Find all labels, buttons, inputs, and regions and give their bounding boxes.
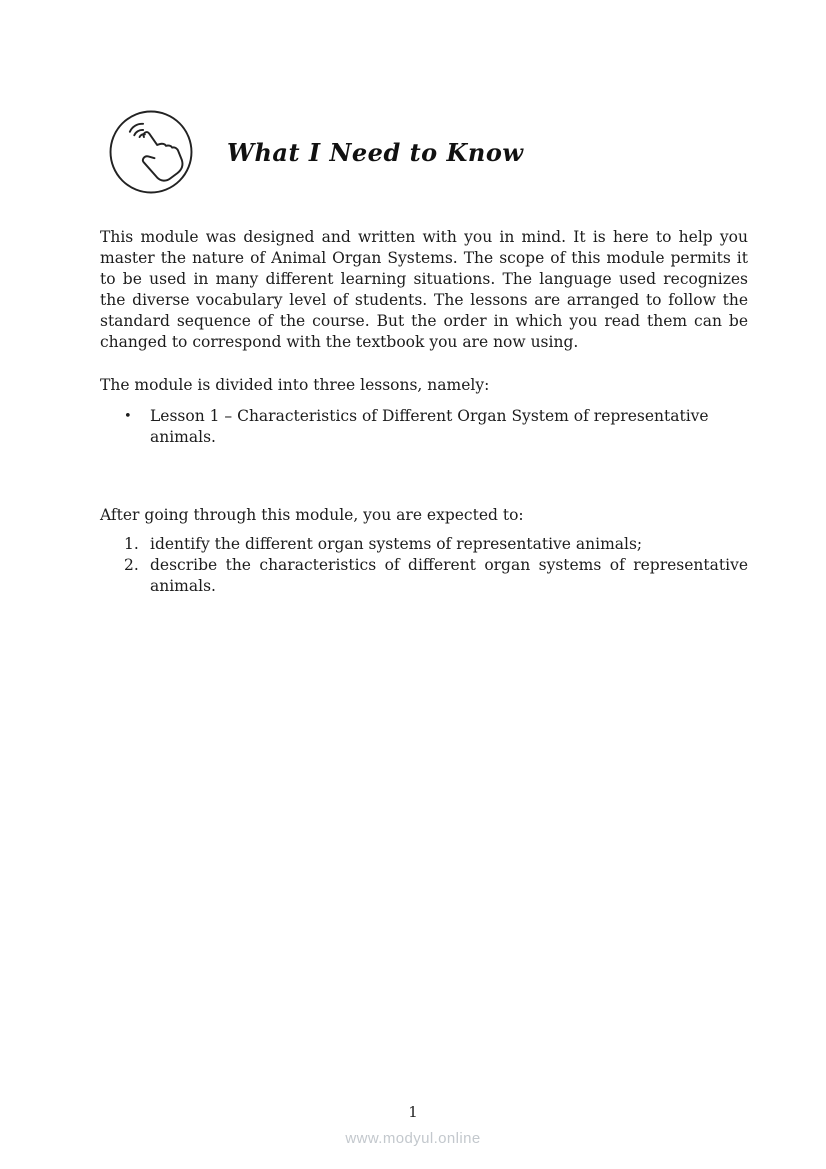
intro-paragraph: This module was designed and written with you in mind. It is here to help you master the nature of Animal Organ Systems. The scope of this module permits it to be used in many different learning situations. The language used recognizes the diverse vocabulary level of students. The lessons are arranged to follow the standard sequence of the course. But the order in which you read them can be changed to correspond with the textbook you are now using. bbox=[100, 228, 748, 351]
objective-text: describe the characteristics of different organ systems of representative animals. bbox=[150, 556, 748, 595]
objective-number: 2. bbox=[124, 556, 139, 574]
lessons-intro-text: The module is divided into three lessons, namely: bbox=[100, 376, 490, 394]
touch-gesture-icon bbox=[107, 108, 195, 196]
lesson-item bbox=[100, 406, 748, 448]
page-footer bbox=[0, 1103, 826, 1147]
lesson-item-text: Lesson 1 – Characteristics of Different Organ System of representative animals. bbox=[150, 407, 709, 446]
watermark-text: www.modyul.online bbox=[345, 1130, 481, 1147]
lessons-list bbox=[100, 406, 748, 448]
section-title: What I Need to Know bbox=[227, 137, 524, 167]
page-content bbox=[0, 108, 826, 597]
objective-number: 1. bbox=[124, 535, 139, 553]
bullet-marker: • bbox=[124, 409, 132, 424]
section-header bbox=[107, 108, 748, 196]
objectives-list bbox=[100, 534, 748, 597]
objective-text: identify the different organ systems of representative animals; bbox=[150, 535, 643, 553]
objectives-intro-text: After going through this module, you are expected to: bbox=[100, 506, 524, 524]
objective-item bbox=[100, 534, 748, 555]
objective-item bbox=[100, 555, 748, 597]
page-number: 1 bbox=[408, 1103, 418, 1121]
